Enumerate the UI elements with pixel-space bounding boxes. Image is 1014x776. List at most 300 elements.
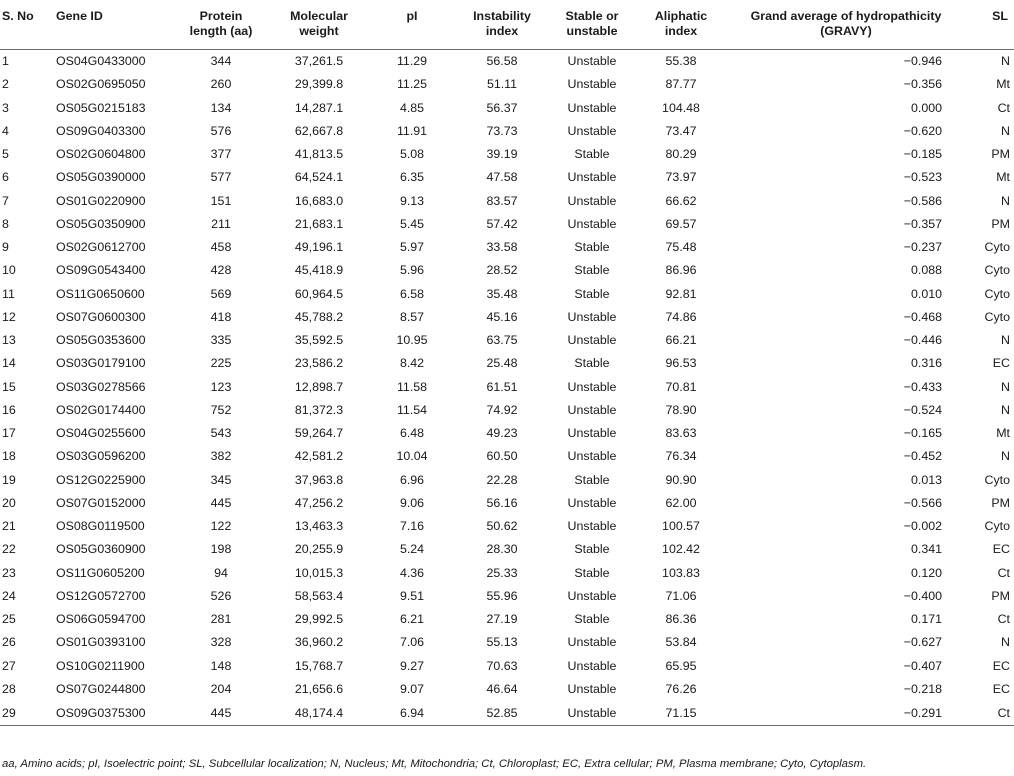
cell-protein-length: 260 — [210, 77, 232, 92]
cell-sno: 19 — [2, 472, 16, 487]
cell-gene-id: OS02G0695050 — [56, 77, 146, 92]
cell-sl: Cyto — [984, 286, 1010, 301]
cell-sno: 14 — [2, 356, 16, 371]
cell-gene-id: OS05G0215183 — [56, 100, 146, 115]
cell-protein-length: 335 — [210, 333, 232, 348]
cell-sno: 7 — [2, 193, 9, 208]
cell-stability: Unstable — [567, 402, 617, 417]
cell-molecular-weight: 42,581.2 — [294, 449, 344, 464]
cell-gravy: −0.468 — [903, 309, 942, 324]
cell-stability: Unstable — [567, 77, 617, 92]
header-sno: S. No — [0, 0, 54, 50]
cell-sno: 24 — [2, 588, 16, 603]
cell-stability: Unstable — [567, 426, 617, 441]
cell-pi: 9.06 — [399, 495, 425, 510]
table-row — [0, 538, 1014, 561]
cell-sl: EC — [992, 542, 1010, 557]
cell-pi: 6.96 — [399, 472, 425, 487]
cell-pi: 9.07 — [399, 681, 425, 696]
cell-molecular-weight: 37,963.8 — [294, 472, 344, 487]
cell-sl: Cyto — [984, 240, 1010, 255]
cell-gravy: −0.620 — [903, 123, 942, 138]
cell-sl: Mt — [996, 170, 1010, 185]
cell-protein-length: 344 — [210, 54, 232, 69]
cell-stability: Stable — [574, 356, 610, 371]
cell-sno: 4 — [2, 123, 9, 138]
cell-instability-index: 73.73 — [486, 123, 518, 138]
cell-sl: PM — [991, 588, 1010, 603]
cell-pi: 6.58 — [399, 286, 425, 301]
cell-stability: Unstable — [567, 495, 617, 510]
cell-gene-id: OS07G0152000 — [56, 495, 146, 510]
table-row — [0, 143, 1014, 166]
cell-aliphatic-index: 66.62 — [665, 193, 697, 208]
cell-protein-length: 418 — [210, 309, 232, 324]
cell-sl: Cyto — [984, 472, 1010, 487]
cell-sl: Ct — [997, 565, 1010, 580]
cell-sl: N — [1001, 123, 1010, 138]
cell-aliphatic-index: 71.15 — [634, 701, 728, 726]
cell-instability-index: 25.33 — [486, 565, 518, 580]
cell-gene-id: OS03G0596200 — [56, 449, 146, 464]
cell-stability: Unstable — [567, 216, 617, 231]
cell-sno: 21 — [2, 519, 16, 534]
table-row — [0, 213, 1014, 236]
cell-sno: 2 — [2, 77, 9, 92]
cell-pi: 8.42 — [399, 356, 425, 371]
cell-sl: PM — [991, 216, 1010, 231]
cell-gene-id: OS03G0179100 — [56, 356, 146, 371]
table-row — [0, 283, 1014, 306]
cell-gravy: 0.010 — [910, 286, 942, 301]
cell-aliphatic-index: 104.48 — [662, 100, 700, 115]
cell-aliphatic-index: 65.95 — [665, 658, 697, 673]
cell-aliphatic-index: 86.36 — [665, 612, 697, 627]
cell-sl: PM — [991, 147, 1010, 162]
cell-pi: 11.29 — [396, 54, 428, 69]
cell-instability-index: 46.64 — [486, 681, 518, 696]
cell-gravy: 0.341 — [910, 542, 942, 557]
cell-protein-length: 94 — [214, 565, 228, 580]
cell-stability: Unstable — [567, 100, 617, 115]
cell-protein-length: 577 — [210, 170, 232, 185]
cell-protein-length: 198 — [210, 542, 232, 557]
table-row — [0, 585, 1014, 608]
cell-gravy: 0.088 — [910, 263, 942, 278]
header-protein-length: Protein length (aa) — [174, 0, 268, 50]
cell-gravy: −0.407 — [903, 658, 942, 673]
table-row — [0, 492, 1014, 515]
cell-molecular-weight: 45,418.9 — [294, 263, 344, 278]
cell-protein-length: 281 — [210, 612, 232, 627]
cell-pi: 7.06 — [399, 635, 425, 650]
table-row — [0, 562, 1014, 585]
cell-gravy: −0.185 — [903, 147, 942, 162]
cell-aliphatic-index: 83.63 — [665, 426, 697, 441]
cell-stability: Unstable — [567, 309, 617, 324]
cell-molecular-weight: 16,683.0 — [294, 193, 344, 208]
cell-gene-id: OS02G0612700 — [56, 240, 146, 255]
cell-gravy: 0.120 — [910, 565, 942, 580]
cell-pi: 5.08 — [399, 147, 425, 162]
cell-sno: 6 — [2, 170, 9, 185]
cell-instability-index: 25.48 — [486, 356, 518, 371]
cell-protein-length: 458 — [210, 240, 232, 255]
cell-molecular-weight: 29,399.8 — [294, 77, 344, 92]
cell-sno: 15 — [2, 379, 16, 394]
table-row — [0, 678, 1014, 701]
cell-molecular-weight: 23,586.2 — [294, 356, 344, 371]
cell-pi: 11.91 — [396, 123, 428, 138]
cell-gene-id: OS05G0360900 — [56, 542, 146, 557]
cell-molecular-weight: 15,768.7 — [294, 658, 344, 673]
cell-sno: 10 — [2, 263, 16, 278]
table-row — [0, 166, 1014, 189]
cell-protein-length: 211 — [211, 216, 231, 231]
cell-molecular-weight: 13,463.3 — [294, 519, 344, 534]
cell-gene-id: OS01G0393100 — [56, 635, 146, 650]
cell-stability: Stable — [574, 147, 610, 162]
cell-pi: 6.35 — [399, 170, 425, 185]
header-row — [0, 0, 1014, 50]
cell-protein-length: 445 — [174, 701, 268, 726]
cell-molecular-weight: 59,264.7 — [294, 426, 344, 441]
cell-stability: Stable — [574, 542, 610, 557]
cell-gravy: −0.357 — [903, 216, 942, 231]
cell-gene-id: OS10G0211900 — [56, 658, 145, 673]
table-header — [0, 0, 1014, 50]
cell-gene-id: OS09G0403300 — [56, 123, 146, 138]
cell-stability: Stable — [574, 263, 610, 278]
cell-pi: 8.57 — [399, 309, 425, 324]
cell-aliphatic-index: 86.96 — [665, 263, 697, 278]
cell-pi: 9.51 — [399, 588, 425, 603]
cell-sno: 23 — [2, 565, 16, 580]
cell-sl: PM — [991, 495, 1010, 510]
table-body — [0, 50, 1014, 726]
cell-sl: N — [1001, 333, 1010, 348]
cell-pi: 11.58 — [396, 379, 428, 394]
cell-gravy: −0.586 — [903, 193, 942, 208]
header-instability-index: Instability index — [454, 0, 550, 50]
header-sl: SL — [964, 0, 1014, 50]
cell-stability: Unstable — [567, 54, 617, 69]
cell-instability-index: 83.57 — [486, 193, 518, 208]
cell-protein-length: 526 — [210, 588, 232, 603]
cell-sno: 26 — [2, 635, 16, 650]
cell-sl: EC — [992, 681, 1010, 696]
cell-gene-id: OS07G0244800 — [56, 681, 146, 696]
cell-sno: 13 — [2, 333, 16, 348]
table-row — [0, 515, 1014, 538]
cell-molecular-weight: 81,372.3 — [294, 402, 344, 417]
header-stability: Stable or unstable — [550, 0, 634, 50]
cell-protein-length: 123 — [210, 379, 232, 394]
table-row — [0, 399, 1014, 422]
cell-molecular-weight: 58,563.4 — [294, 588, 344, 603]
cell-gene-id: OS11G0605200 — [56, 565, 145, 580]
cell-gravy: −0.433 — [903, 379, 942, 394]
cell-stability: Unstable — [567, 333, 617, 348]
cell-sno: 12 — [2, 309, 16, 324]
cell-protein-length: 122 — [210, 519, 232, 534]
cell-gravy: −0.627 — [903, 635, 942, 650]
cell-gravy: −0.218 — [903, 681, 942, 696]
cell-stability: Stable — [574, 565, 610, 580]
cell-protein-length: 576 — [210, 123, 232, 138]
cell-gravy: 0.171 — [910, 612, 942, 627]
cell-pi: 5.96 — [399, 263, 425, 278]
cell-stability: Unstable — [550, 701, 634, 726]
cell-protein-length: 148 — [210, 658, 232, 673]
cell-gene-id: OS12G0225900 — [56, 472, 146, 487]
cell-aliphatic-index: 53.84 — [665, 635, 697, 650]
cell-gravy: −0.237 — [903, 240, 942, 255]
cell-molecular-weight: 45,788.2 — [294, 309, 344, 324]
cell-molecular-weight: 36,960.2 — [294, 635, 344, 650]
cell-sno: 11 — [2, 286, 15, 301]
cell-protein-length: 445 — [210, 495, 232, 510]
table-row — [0, 352, 1014, 375]
cell-gravy: −0.566 — [903, 495, 942, 510]
cell-sno: 29 — [0, 701, 54, 726]
table-row — [0, 236, 1014, 259]
cell-pi: 4.36 — [399, 565, 425, 580]
cell-sno: 16 — [2, 402, 16, 417]
cell-molecular-weight: 37,261.5 — [294, 54, 344, 69]
cell-aliphatic-index: 90.90 — [665, 472, 697, 487]
cell-gene-id: OS01G0220900 — [56, 193, 146, 208]
cell-pi: 7.16 — [399, 519, 425, 534]
cell-instability-index: 56.16 — [486, 495, 518, 510]
table-row — [0, 422, 1014, 445]
cell-sno: 9 — [2, 240, 9, 255]
cell-sl: Ct — [997, 100, 1010, 115]
header-pi: pI — [370, 0, 454, 50]
cell-protein-length: 752 — [210, 402, 232, 417]
cell-gravy: −0.524 — [903, 402, 942, 417]
cell-sno: 17 — [2, 426, 16, 441]
table-row — [0, 631, 1014, 654]
table-row — [0, 655, 1014, 678]
cell-molecular-weight: 12,898.7 — [294, 379, 344, 394]
cell-instability-index: 49.23 — [486, 426, 518, 441]
cell-sno: 25 — [2, 612, 16, 627]
cell-aliphatic-index: 92.81 — [665, 286, 697, 301]
cell-sl: N — [1001, 402, 1010, 417]
cell-molecular-weight: 20,255.9 — [294, 542, 344, 557]
cell-aliphatic-index: 100.57 — [662, 519, 700, 534]
cell-sl: Mt — [996, 77, 1010, 92]
cell-pi: 10.04 — [396, 449, 428, 464]
cell-aliphatic-index: 66.21 — [665, 333, 697, 348]
cell-sno: 27 — [2, 658, 16, 673]
cell-aliphatic-index: 103.83 — [662, 565, 700, 580]
cell-stability: Unstable — [567, 588, 617, 603]
cell-sl: N — [1001, 54, 1010, 69]
cell-sl: EC — [992, 658, 1010, 673]
cell-aliphatic-index: 74.86 — [665, 309, 697, 324]
table-row — [0, 445, 1014, 468]
cell-sno: 20 — [2, 495, 16, 510]
cell-gene-id: OS05G0353600 — [56, 333, 146, 348]
cell-stability: Unstable — [567, 519, 617, 534]
cell-pi: 9.27 — [399, 658, 425, 673]
cell-pi: 6.94 — [370, 701, 454, 726]
cell-gene-id: OS09G0543400 — [56, 263, 146, 278]
table-row — [0, 608, 1014, 631]
cell-sno: 5 — [2, 147, 9, 162]
table-footnote: aa, Amino acids; pI, Isoelectric point; SL, Subcellular localization; N, Nucleus; Mt, Mitochondria; Ct, Chloroplast; EC, Extra cellular; PM, Plasma membrane; Cyto, Cytoplasm. — [2, 758, 867, 770]
cell-sl: Cyto — [984, 263, 1010, 278]
cell-pi: 10.95 — [396, 333, 428, 348]
cell-aliphatic-index: 62.00 — [665, 495, 697, 510]
cell-stability: Stable — [574, 472, 610, 487]
cell-stability: Unstable — [567, 658, 617, 673]
cell-pi: 11.54 — [396, 402, 428, 417]
cell-protein-length: 204 — [210, 681, 232, 696]
cell-gene-id: OS04G0255600 — [56, 426, 146, 441]
cell-aliphatic-index: 76.26 — [665, 681, 697, 696]
cell-sno: 22 — [2, 542, 16, 557]
cell-gene-id: OS09G0375300 — [54, 701, 174, 726]
cell-gene-id: OS05G0350900 — [56, 216, 146, 231]
cell-stability: Unstable — [567, 449, 617, 464]
cell-stability: Stable — [574, 612, 610, 627]
cell-gravy: 0.013 — [910, 472, 942, 487]
cell-protein-length: 328 — [210, 635, 232, 650]
cell-gene-id: OS03G0278566 — [56, 379, 146, 394]
cell-sl: N — [1001, 449, 1010, 464]
cell-pi: 4.85 — [399, 100, 425, 115]
cell-aliphatic-index: 73.97 — [665, 170, 697, 185]
cell-protein-length: 151 — [210, 193, 232, 208]
table-row — [0, 120, 1014, 143]
cell-aliphatic-index: 70.81 — [665, 379, 697, 394]
cell-protein-length: 345 — [210, 472, 232, 487]
cell-sno: 18 — [2, 449, 16, 464]
cell-instability-index: 33.58 — [486, 240, 518, 255]
cell-instability-index: 27.19 — [486, 612, 518, 627]
cell-protein-length: 428 — [210, 263, 232, 278]
cell-aliphatic-index: 96.53 — [665, 356, 697, 371]
table-row — [0, 329, 1014, 352]
cell-gene-id: OS02G0174400 — [56, 402, 146, 417]
cell-instability-index: 61.51 — [486, 379, 518, 394]
cell-gene-id: OS08G0119500 — [56, 519, 145, 534]
table-row — [0, 469, 1014, 492]
cell-instability-index: 35.48 — [486, 286, 518, 301]
cell-instability-index: 63.75 — [486, 333, 518, 348]
cell-gene-id: OS11G0650600 — [56, 286, 145, 301]
cell-protein-length: 543 — [210, 426, 232, 441]
cell-sno: 1 — [2, 54, 9, 69]
cell-stability: Unstable — [567, 170, 617, 185]
cell-gravy: −0.165 — [903, 426, 942, 441]
cell-molecular-weight: 10,015.3 — [294, 565, 344, 580]
cell-instability-index: 56.37 — [486, 100, 518, 115]
cell-gravy: −0.946 — [903, 54, 942, 69]
cell-protein-length: 225 — [210, 356, 232, 371]
cell-sno: 8 — [2, 216, 9, 231]
cell-aliphatic-index: 87.77 — [665, 77, 697, 92]
cell-instability-index: 70.63 — [486, 658, 518, 673]
cell-instability-index: 55.96 — [486, 588, 518, 603]
cell-sl: Mt — [996, 426, 1010, 441]
cell-molecular-weight: 49,196.1 — [294, 240, 344, 255]
table-row — [0, 73, 1014, 96]
cell-gene-id: OS07G0600300 — [56, 309, 146, 324]
cell-aliphatic-index: 73.47 — [665, 123, 697, 138]
cell-instability-index: 22.28 — [486, 472, 518, 487]
cell-gene-id: OS04G0433000 — [56, 54, 146, 69]
cell-gravy: −0.356 — [903, 77, 942, 92]
cell-sl: N — [1001, 193, 1010, 208]
cell-aliphatic-index: 69.57 — [665, 216, 697, 231]
cell-pi: 5.97 — [399, 240, 425, 255]
cell-instability-index: 28.30 — [486, 542, 518, 557]
table-row — [0, 190, 1014, 213]
cell-instability-index: 47.58 — [486, 170, 518, 185]
cell-gravy: −0.452 — [903, 449, 942, 464]
cell-sl: Cyto — [984, 309, 1010, 324]
header-gravy: Grand average of hydropathicity (GRAVY) — [728, 0, 964, 50]
cell-protein-length: 134 — [210, 100, 232, 115]
header-molecular-weight: Molecular weight — [268, 0, 370, 50]
cell-stability: Stable — [574, 240, 610, 255]
cell-molecular-weight: 48,174.4 — [268, 701, 370, 726]
cell-molecular-weight: 14,287.1 — [294, 100, 344, 115]
cell-instability-index: 52.85 — [454, 701, 550, 726]
cell-pi: 5.24 — [399, 542, 425, 557]
cell-gravy: −0.002 — [903, 519, 942, 534]
table-row — [0, 259, 1014, 282]
cell-gravy: 0.000 — [910, 100, 942, 115]
table-row — [0, 306, 1014, 329]
cell-molecular-weight: 41,813.5 — [294, 147, 344, 162]
cell-stability: Unstable — [567, 379, 617, 394]
cell-molecular-weight: 47,256.2 — [294, 495, 344, 510]
cell-molecular-weight: 21,683.1 — [294, 216, 344, 231]
cell-sl: N — [1001, 635, 1010, 650]
cell-aliphatic-index: 75.48 — [665, 240, 697, 255]
cell-molecular-weight: 60,964.5 — [294, 286, 344, 301]
cell-stability: Unstable — [567, 635, 617, 650]
cell-molecular-weight: 29,992.5 — [294, 612, 344, 627]
cell-gravy: 0.316 — [910, 356, 942, 371]
cell-gravy: −0.523 — [903, 170, 942, 185]
header-gene-id: Gene ID — [54, 0, 174, 50]
cell-stability: Unstable — [567, 681, 617, 696]
cell-molecular-weight: 35,592.5 — [294, 333, 344, 348]
cell-aliphatic-index: 71.06 — [665, 588, 697, 603]
cell-instability-index: 55.13 — [486, 635, 518, 650]
cell-gene-id: OS06G0594700 — [56, 612, 146, 627]
cell-instability-index: 74.92 — [486, 402, 518, 417]
cell-molecular-weight: 62,667.8 — [294, 123, 344, 138]
cell-pi: 5.45 — [399, 216, 425, 231]
cell-instability-index: 50.62 — [486, 519, 518, 534]
cell-sl: Ct — [964, 701, 1014, 726]
cell-instability-index: 28.52 — [486, 263, 518, 278]
cell-stability: Unstable — [567, 193, 617, 208]
cell-pi: 11.25 — [396, 77, 428, 92]
cell-sl: N — [1001, 379, 1010, 394]
cell-protein-length: 382 — [210, 449, 232, 464]
cell-stability: Stable — [574, 286, 610, 301]
cell-sl: Cyto — [984, 519, 1010, 534]
cell-sl: EC — [992, 356, 1010, 371]
